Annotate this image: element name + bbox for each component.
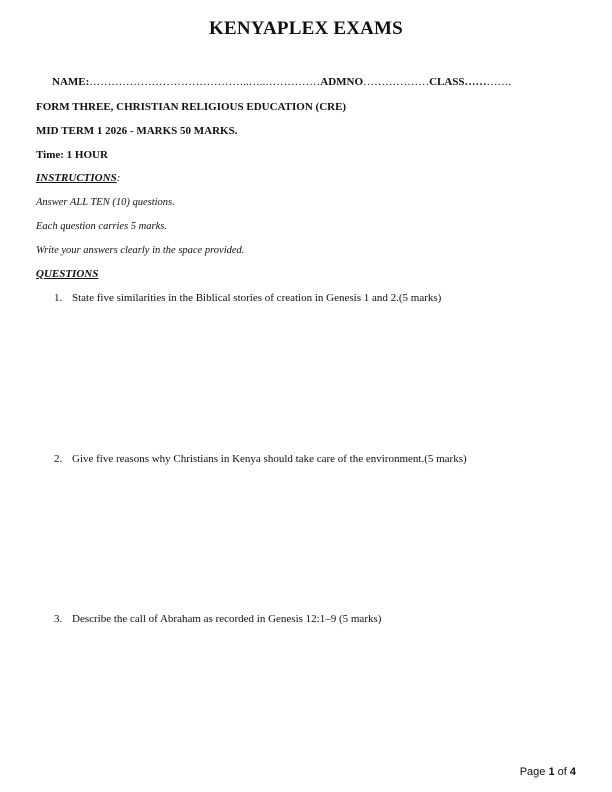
- instructions-heading: [36, 172, 120, 184]
- name-blank: ……………………………………..…..……………: [89, 76, 321, 88]
- class-blank: …….: [486, 76, 512, 88]
- question-item: [54, 292, 441, 304]
- subject-heading: FORM THREE, CHRISTIAN RELIGIOUS EDUCATION (CRE): [36, 101, 347, 113]
- question-number: 2.: [54, 453, 63, 465]
- class-label: CLASS……: [429, 76, 487, 88]
- question-number: 1.: [54, 292, 63, 304]
- of-word: of: [554, 766, 570, 778]
- instructions-heading-text: INSTRUCTIONS: [36, 172, 117, 184]
- total-pages: 4: [569, 766, 576, 778]
- name-label: NAME:: [52, 76, 90, 88]
- admno-label: ADMNO: [320, 76, 364, 88]
- instruction-item: Write your answers clearly in the space provided.: [36, 245, 245, 256]
- instruction-item: Each question carries 5 marks.: [36, 221, 167, 232]
- question-number: 3.: [54, 613, 63, 625]
- current-page: 1: [548, 766, 555, 778]
- document-title: KENYAPLEX EXAMS: [209, 18, 403, 39]
- question-text: Describe the call of Abraham as recorded in Genesis 12:1–9 (5 marks): [72, 613, 382, 625]
- time-heading: Time: 1 HOUR: [36, 149, 108, 161]
- questions-heading: QUESTIONS: [36, 268, 99, 280]
- question-text: Give five reasons why Christians in Kenya should take care of the environment.(5 marks): [72, 453, 467, 465]
- page-number-footer: [520, 766, 576, 778]
- question-text: State five similarities in the Biblical stories of creation in Genesis 1 and 2.(5 marks): [72, 292, 442, 304]
- admno-blank: ………………: [363, 76, 430, 88]
- instruction-item: Answer ALL TEN (10) questions.: [36, 197, 175, 208]
- question-item: [54, 453, 467, 465]
- student-details-line: [52, 76, 511, 88]
- exam-term-heading: MID TERM 1 2026 - MARKS 50 MARKS.: [36, 125, 238, 137]
- question-item: [54, 613, 381, 625]
- page-word: Page: [519, 766, 549, 778]
- instructions-colon: :: [116, 172, 121, 184]
